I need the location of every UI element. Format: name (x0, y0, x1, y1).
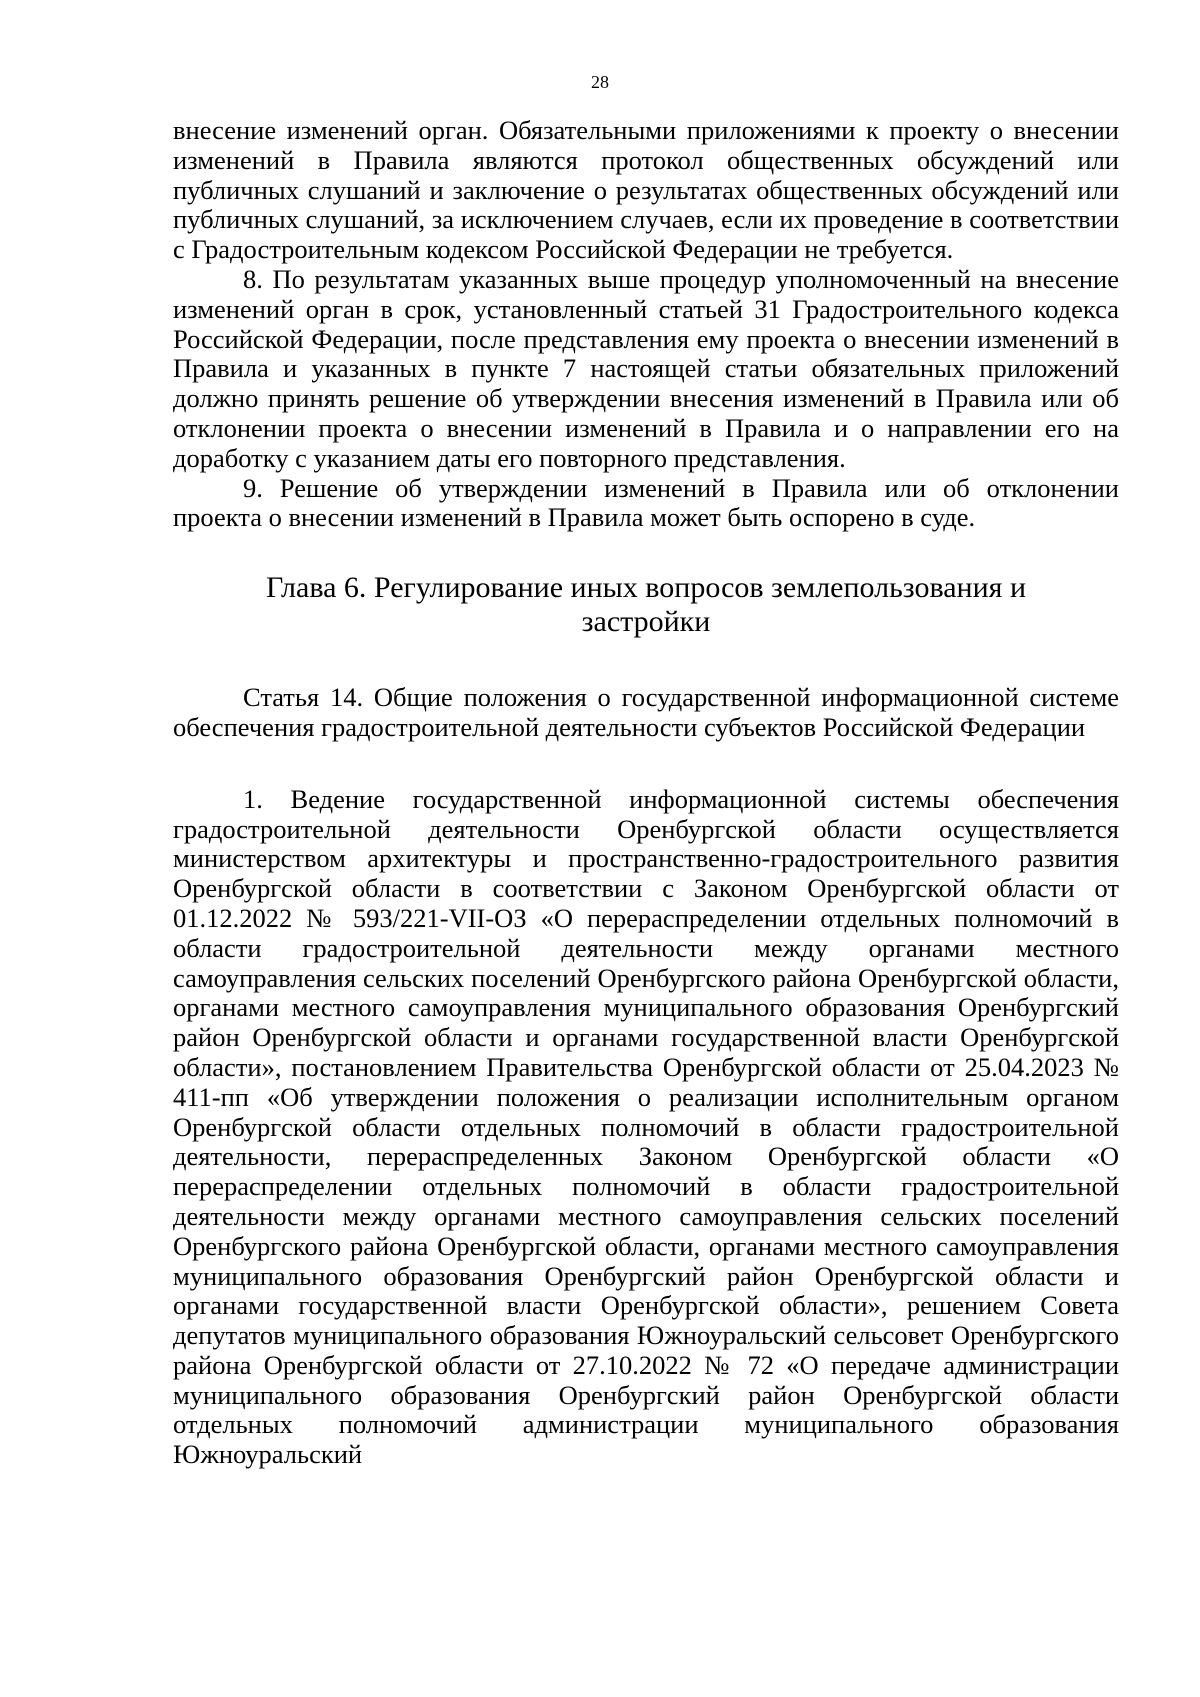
paragraph-item-8: 8. По результатам указанных выше процедур уполномоченный на внесение изменений орган в срок, установленный статьей 31 Градостроительного кодекса Российской Федерации, после представления ему проекта о внесении изменений в Правила и указанных в пункте 7 настоящей статьи обязательных приложений должно принять решение об утверждении внесения изменений в Правила или об отклонении проекта о внесении изменений в Правила и о направлении его на доработку с указанием даты его повторного представления. (173, 263, 1119, 473)
article-title: Статья 14. Общие положения о государственной информационной системе обеспечения градостроительной деятельности субъектов Российской Федерации (173, 682, 1119, 742)
page-number: 28 (591, 72, 609, 92)
chapter-title: Глава 6. Регулирование иных вопросов землепользования и застройки (265, 571, 1027, 639)
article-paragraph-item-1: 1. Ведение государственной информационной системы обеспечения градостроительной деятельности Оренбургской области осуществляется министерством архитектуры и пространственно-градостроительного развития Оренбургской области в соответствии с Законом Оренбургской области от 01.12.2022 № 593/221-VII-ОЗ «О перераспределении отдельных полномочий в области градостроительной деятельности между органами местного самоуправления сельских поселений Оренбургского района Оренбургской области, органами местного самоуправления муниципального образования Оренбургский район Оренбургской области и органами государственной власти Оренбургской области», постановлением Правительства Оренбургской области от 25.04.2023 № 411-пп «Об утверждении положения о реализации исполнительным органом Оренбургской области отдельных полномочий в области градостроительной деятельности, перераспределенных Законом Оренбургской области «О перераспределении отдельных полномочий в области градостроительной деятельности между органами местного самоуправления сельских поселений Оренбургского района Оренбургской области, органами местного самоуправления муниципального образования Оренбургский район Оренбургской области и органами государственной власти Оренбургской области», решением Совета депутатов муниципального образования Южноуральский сельсовет Оренбургского района Оренбургской области от 27.10.2022 № 72 «О передаче администрации муниципального образования Оренбургский район Оренбургской области отдельных полномочий администрации муниципального образования Южноуральский (173, 783, 1119, 1470)
document-body (173, 116, 1119, 1470)
paragraph-item-9: 9. Решение об утверждении изменений в Правила или об отклонении проекта о внесении изменений в Правила может быть оспорено в суде. (173, 472, 1119, 533)
paragraph-continuation: внесение изменений орган. Обязательными приложениями к проекту о внесении изменений в Правила являются протокол общественных обсуждений или публичных слушаний и заключение о результатах общественных обсуждений или публичных слушаний, за исключением случаев, если их проведение в соответствии с Градостроительным кодексом Российской Федерации не требуется. (173, 115, 1119, 265)
